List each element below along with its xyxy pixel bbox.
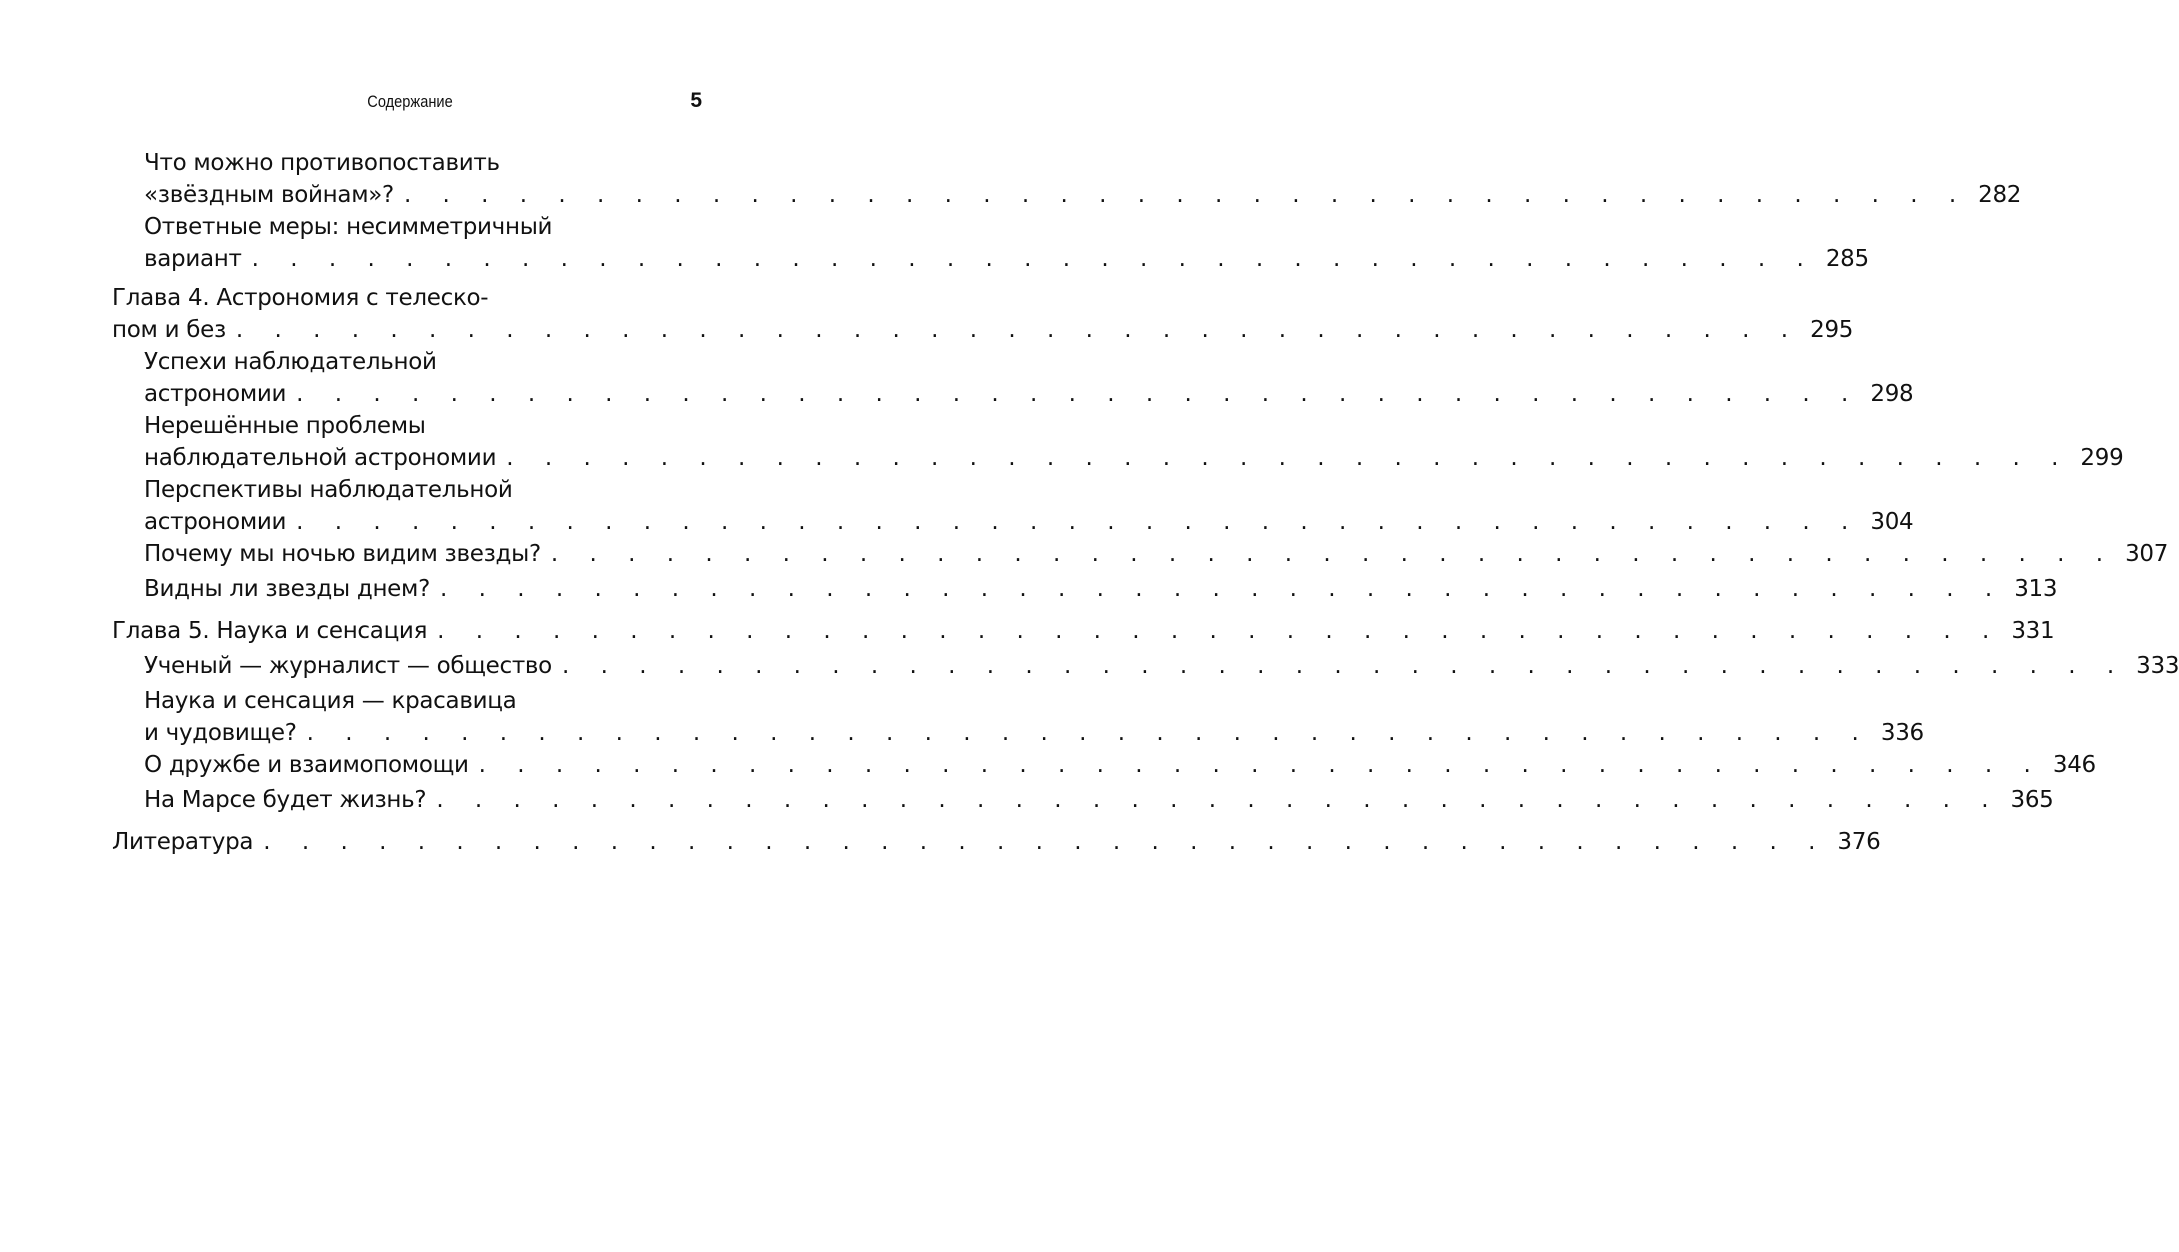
dot-leader: . . . . . . . . . . . . . . . . . . . . . . . . . . . . . . . . . . . . . . . . . [437, 618, 2002, 644]
toc-entry-title: наблюдательной астрономии [144, 445, 497, 471]
toc-entry-page: 376 [1837, 829, 1881, 855]
toc-entry-title: вариант [144, 246, 242, 272]
toc-entry [144, 538, 2169, 570]
toc-entry [144, 410, 2124, 474]
toc-entry [144, 474, 1914, 538]
dot-leader: . . . . . . . . . . . . . . . . . . . . . . . . . . . . . . . . . . . . . . . . . [561, 653, 2127, 679]
toc-chapter [112, 826, 1881, 858]
toc-entry [144, 573, 2058, 605]
toc-chapter [112, 615, 2055, 647]
toc-entry-title: Почему мы ночью видим звезды? [144, 541, 541, 567]
dot-leader: . . . . . . . . . . . . . . . . . . . . . . . . . . . . . . . . . . . . . . . . . [436, 787, 2001, 813]
toc-entry-title: Что можно противопоставить [144, 150, 500, 176]
dot-leader: . . . . . . . . . . . . . . . . . . . . . . . . . . . . . . . . . . . . . . . . . [306, 720, 1871, 746]
toc-entry-page: 333 [2136, 653, 2179, 679]
toc-entry-title: Перспективы наблюдательной [144, 477, 513, 503]
toc-entry-page: 299 [2080, 445, 2124, 471]
toc-entry-page: 298 [1870, 381, 1914, 407]
toc-entry [144, 749, 2096, 781]
toc-entry-title: астрономии [144, 509, 287, 535]
toc-entry-title: Глава 5. Наука и сенсация [112, 618, 428, 644]
dot-leader: . . . . . . . . . . . . . . . . . . . . . . . . . . . . . . . . . . . . . . . . . [235, 317, 1801, 343]
toc-entry-page: 307 [2125, 541, 2169, 567]
toc-entry-page: 331 [2011, 618, 2055, 644]
toc-entry-title: пом и без [112, 317, 226, 343]
toc-chapter [112, 282, 1854, 346]
toc-entry-page: 295 [1810, 317, 1854, 343]
dot-leader: . . . . . . . . . . . . . . . . . . . . . . . . . . . . . . . . . . . . . . . . . [251, 246, 1816, 272]
toc-entry-title: «звёздным войнам»? [144, 182, 394, 208]
toc-entry [144, 211, 1869, 275]
toc-entry-title: Глава 4. Астрономия с телеско- [112, 285, 489, 311]
toc-entry-title: Наука и сенсация — красавица [144, 688, 517, 714]
page-number: 5 [690, 89, 702, 112]
toc-entry [144, 650, 2179, 682]
toc-entry-title: Ученый — журналист — общество [144, 653, 552, 679]
dot-leader: . . . . . . . . . . . . . . . . . . . . . . . . . . . . . . . . . . . . . . . . . [403, 182, 1969, 208]
toc-entry-title: и чудовище? [144, 720, 297, 746]
dot-leader: . . . . . . . . . . . . . . . . . . . . . . . . . . . . . . . . . . . . . . . . . [506, 445, 2071, 471]
toc-entry-title: Видны ли звезды днем? [144, 576, 430, 602]
dot-leader: . . . . . . . . . . . . . . . . . . . . . . . . . . . . . . . . . . . . . . . . . [263, 829, 1828, 855]
dot-leader: . . . . . . . . . . . . . . . . . . . . . . . . . . . . . . . . . . . . . . . . . [440, 576, 2005, 602]
dot-leader: . . . . . . . . . . . . . . . . . . . . . . . . . . . . . . . . . . . . . . . . . [550, 541, 2116, 567]
toc-entry-page: 304 [1870, 509, 1914, 535]
dot-leader: . . . . . . . . . . . . . . . . . . . . . . . . . . . . . . . . . . . . . . . . . [296, 509, 1861, 535]
toc-entry-page: 346 [2052, 752, 2096, 778]
toc-entry-title: О дружбе и взаимопомощи [144, 752, 469, 778]
toc-entry [144, 685, 1924, 749]
toc-entry-page: 313 [2014, 576, 2058, 602]
toc-entry [144, 147, 2022, 211]
toc-entry-page: 336 [1880, 720, 1924, 746]
toc-entry [144, 346, 1914, 410]
toc-entry-page: 282 [1978, 182, 2022, 208]
dot-leader: . . . . . . . . . . . . . . . . . . . . . . . . . . . . . . . . . . . . . . . . . [296, 381, 1861, 407]
toc-entry-title: Ответные меры: несимметричный [144, 214, 553, 240]
toc-entry-title: астрономии [144, 381, 287, 407]
toc-entry-page: 365 [2010, 787, 2054, 813]
dot-leader: . . . . . . . . . . . . . . . . . . . . . . . . . . . . . . . . . . . . . . . . . [478, 752, 2043, 778]
toc-entry-title: Успехи наблюдательной [144, 349, 437, 375]
toc-entry-title: Литература [112, 829, 254, 855]
toc-entry-page: 285 [1825, 246, 1869, 272]
toc-entry-title: Нерешённые проблемы [144, 413, 426, 439]
toc-entry-title: На Марсе будет жизнь? [144, 787, 427, 813]
running-header-title: Содержание [367, 92, 453, 111]
toc-entry [144, 784, 2054, 816]
